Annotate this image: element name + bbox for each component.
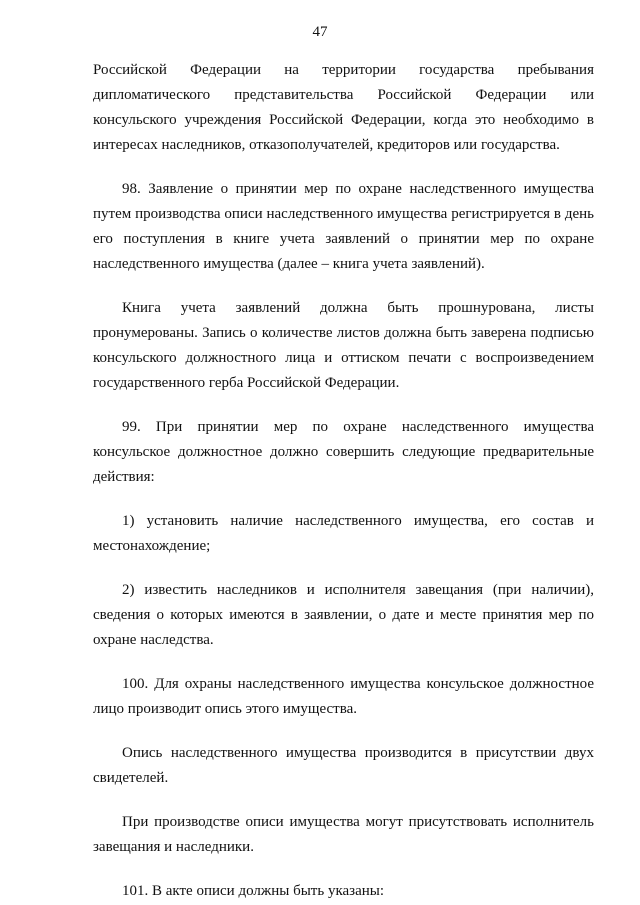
paragraph-101: 101. В акте описи должны быть указаны: xyxy=(122,883,385,899)
paragraph-98: 98. Заявление о принятии мер по охране наследственного имущества путем производства описи наследственного имущества регистрируется в день его поступления в книге учета заявлений о принятии мер по охране наследственного имущества (далее – книга учета заявлений). xyxy=(93,181,594,272)
document-body xyxy=(93,58,594,904)
paragraph-99-item-2: 2) известить наследников и исполнителя завещания (при наличии), сведения о которых имеются в заявлении, о дате и месте принятия мер по охране наследства. xyxy=(93,582,594,648)
paragraph-100: 100. Для охраны наследственного имущества консульское должностное лицо производит опись этого имущества. xyxy=(93,676,594,717)
paragraph-continuation: Российской Федерации на территории государства пребывания дипломатического представительства Российской Федерации или консульского учреждения Российской Федерации, когда это необходимо в интересах наследников, отказополучателей, кредиторов или государства. xyxy=(93,62,594,153)
paragraph-99-item-1: 1) установить наличие наследственного имущества, его состав и местонахождение; xyxy=(93,513,594,554)
page-number: 47 xyxy=(312,24,328,40)
paragraph-registry-book: Книга учета заявлений должна быть прошнурована, листы пронумерованы. Запись о количестве листов должна быть заверена подписью консульского должностного лица и оттиском печати с воспроизведением государственного герба Российской Федерации. xyxy=(93,300,594,391)
paragraph-inventory-witnesses: Опись наследственного имущества производится в присутствии двух свидетелей. xyxy=(93,745,594,786)
paragraph-inventory-attendance: При производстве описи имущества могут присутствовать исполнитель завещания и наследники. xyxy=(93,814,594,855)
paragraph-99: 99. При принятии мер по охране наследственного имущества консульское должностное должно совершить следующие предварительные действия: xyxy=(93,419,594,485)
